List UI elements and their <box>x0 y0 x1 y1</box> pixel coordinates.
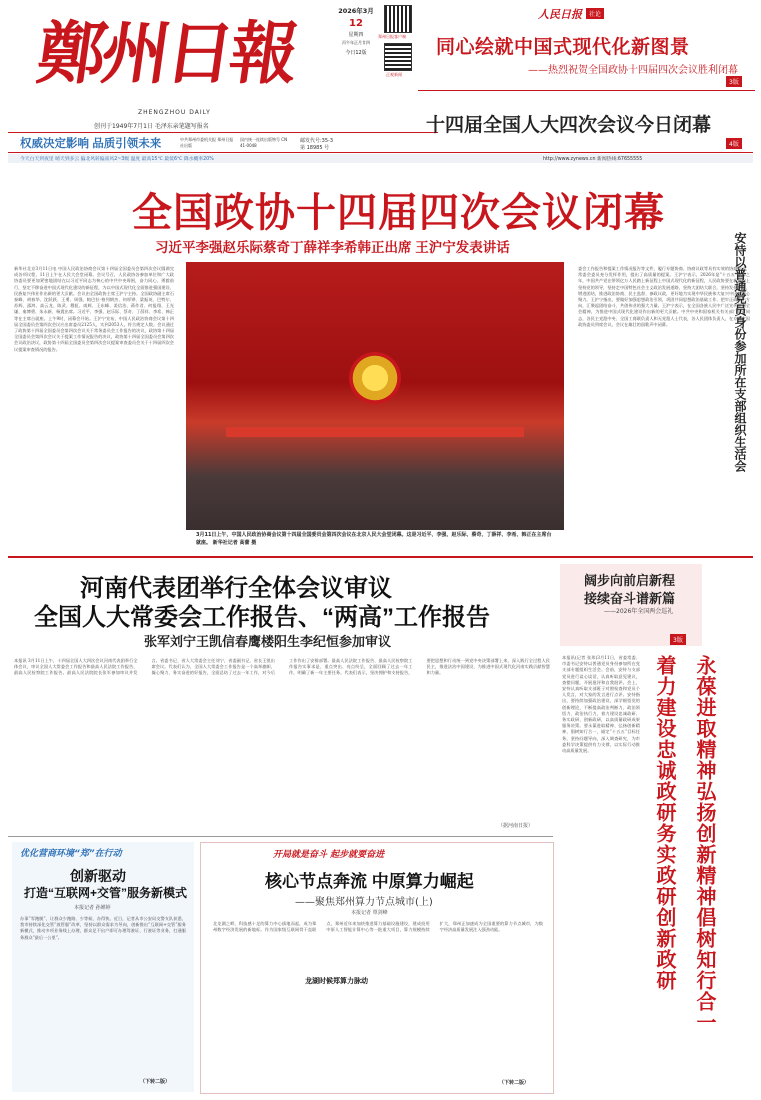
masthead-pinyin: ZHENGZHOU DAILY <box>138 109 211 116</box>
lead-body-left: 新华社北京3月11日电 中国人民政治协商会议第十四届全国委员会第四次会议圆满完成各项议程，11日上午在人民大会堂闭幕。会议号召，人民政协各参加单位和广大政协委员要更加紧密地团结在以习近平同志为核心的中共中央周围，奋力同心，勇毅前行，坚定不移奋进中国式现代化建设的新征程，为以中国式现代化全面推进强国建设、民族复兴伟业作出新的更大贡献。会议由全国政协主席王沪宁主持。全国政协副主席石泰峰、胡春华、沈跃跃、王勇、周强、帕巴拉·格列朗杰、何厚铧、梁振英、巴特尔、苏辉、邵鸿、高云龙、陈武、穆虹、咸辉、王东峰、姜信治、蒋作君、何报翔、王光谦、秦博勇、朱永新、杨震出席。习近平、李强、赵乐际、蔡奇、丁薛祥、李希、韩正等在主席台就座。上午9时，闭幕会开始。王沪宁宣布，中国人民政治协商会议第十四届全国委员会第四次会议应出席委员2125人，实到2053人，符合规定人数。会议通过了政协第十四届全国委员会第四次会议关于常务委员会工作报告的决议，政协第十四届全国委员会第四次会议关于提案工作情况报告的决议，政协第十四届全国委员会第四次会议政治决议，政协第十四届全国委员会第四次会议提案审查委员会关于十四届四次会议提案审查情况的报告。 <box>14 266 174 352</box>
stage-banner <box>226 427 524 437</box>
weather-bar <box>8 154 753 163</box>
lead-photo-caption: 3月11日上午，中国人民政治协商会议第十四届全国委员会第四次会议在北京人民大会堂闭幕。这是习近平、李强、赵乐际、蔡奇、丁薛祥、李希、韩正在主席台就座。 新华社记者 高蕾 摄 <box>196 532 552 546</box>
promo-headline-1[interactable]: 同心绘就中国式现代化新图景 <box>436 37 690 58</box>
promo-page-2[interactable]: 4版 <box>726 138 742 149</box>
right-promo-title-2[interactable]: 接续奋斗谱新篇 <box>584 591 676 606</box>
promo-sub-1: ——热烈祝贺全国政协十四届四次会议胜利闭幕 <box>528 65 738 76</box>
bottom-mid-body: 北龙湖之畔，科技感十足的算力中心拔地而起，成为郑州数字经济发展的新地标。作为国家级互联网骨干直联点，郑州近年来加快推进算力基础设施建设，建成投用中原人工智能计算中心等一批重大项目，算力规模持续扩大，郑州正加速成为全国重要的算力节点城市，为数字经济高质量发展注入强劲动能。 <box>213 921 543 933</box>
business-env-banner: 优化营商环境“郑”在行动 <box>20 849 122 859</box>
founding-note: 创刊于1949年7月1日 毛泽东亲笔题写报名 <box>94 123 209 130</box>
lead-subhead: 习近平李强赵乐际蔡奇丁薛祥李希韩正出席 王沪宁发表讲话 <box>155 240 510 255</box>
lead-photo <box>186 262 564 530</box>
lunar-date: 丙午年正月廿四 <box>342 40 370 45</box>
kaiju-banner: 开局就是奋斗 起步就要奋进 <box>273 850 385 860</box>
bottom-mid-headline[interactable]: 核心节点奔流 中原算力崛起 <box>265 872 474 891</box>
qr-caption-app: 郑州日报客户端 <box>378 34 406 39</box>
right-vertical-headline-2[interactable]: 永葆进取精神弘扬创新精神倡树知行合一 <box>693 655 715 1033</box>
bottom-left-box <box>12 842 194 1092</box>
right-body: 本报讯(记者 张玮)3月11日，省委常委、市委书记安恃以普通党员身份参加所在党支部专题组织生活会。会前，安恃与支部党员进行谈心谈话，认真听取意见建议，查摆问题，开展批评和自我批评。会上，安恃认真听取支部班子对照检查和党员个人发言，对大家的发言进行点评。安恃指出，要持续加强政治建设，深学细悟党的创新理论，不断提高政治判断力、政治领悟力、政治执行力，着力建设忠诚政研、务实政研、创新政研，以高质量政研成果服务决策。要永葆进取精神、弘扬创新精神、倡树知行合一，锚定“十五五”目标任务，坚持问题导向，深入调查研究，为市委科学决策提供有力支撑，以实际行动推动高质量发展。 <box>562 655 640 754</box>
date-day: 12 <box>349 18 363 29</box>
second-headline-1[interactable]: 河南代表团举行全体会议审议 <box>80 575 392 602</box>
right-vertical-headline-3[interactable]: 着力建设忠诚政研务实政研创新政研 <box>653 655 675 991</box>
editorial-tag: 社论 <box>586 8 604 19</box>
right-promo-sub: ——2026年全国两会巡礼 <box>604 608 674 615</box>
qr-code-app[interactable] <box>385 6 411 32</box>
promo-headline-2[interactable]: 十四届全国人大四次会议今日闭幕 <box>426 115 712 136</box>
emblem-icon <box>349 352 401 404</box>
page-count: 今日12版 <box>345 50 367 56</box>
weather-text: 今天白天到夜里 晴天到多云 偏北风转偏南风2~3级 温度 最高15℃ 最低6℃ 降水概率20% <box>20 157 214 162</box>
promo-page-1[interactable]: 3版 <box>726 76 742 87</box>
second-end-note: （据河南日报） <box>498 823 534 829</box>
bottom-left-more[interactable]: （下转二版） <box>140 1079 171 1085</box>
serial-no: 第 18985 号 <box>300 145 330 151</box>
bottom-left-body: 办事“零跑腿”、让群众少跑路、少等候、办得快。近日，记者从市公安局交警支队获悉，我市持续深化交管“放管服”改革，坚持以群众需求为导向，创新推出“互联网+交管”服务新模式，推动多项业务线上办理，群众足不出户即可办理驾驶证、行驶证等业务，打通服务群众“最后一公里”。 <box>20 916 186 940</box>
bottom-mid-box <box>200 842 554 1094</box>
right-promo-page[interactable]: 3版 <box>670 634 686 645</box>
date-year-month: 2026年3月 <box>338 7 374 15</box>
bottom-left-headline-2[interactable]: 打造“互联网+交管”服务新模式 <box>24 886 188 900</box>
bottom-mid-subhead: ——聚焦郑州算力节点城市(上) <box>295 897 433 908</box>
second-headline-2[interactable]: 全国人大常委会工作报告、“两高”工作报告 <box>34 604 490 631</box>
lead-body-right: 委会工作报告和提案工作情况报告等文件，履行专题协商、协商议政等具有实效的协商活动，常委会委员充分发挥作用，提出了高质量的提案。王沪宁表示，2026年是"十五五"开局之年，中国共产党在带领亿万人民踏上新征程上中国式现代化的新征程，人民政协要在新征程上坚持党的领导，坚持走中国特色社会主义政治发展道路，坚持大团结大联合，坚持发扬民主、增进团结，推进政治协商、民主监督、参政议政，更好地为实现中华民族伟大复兴中国梦凝心聚力。王沪宁指出，要做好加强思想政治引领，巩固共同思想政治基础工作，把牢正确政治方向，汇聚起团结奋斗、共创伟业的强大力量。王沪宁表示，在全国各族人民中广泛宣传贯彻全会精神，为推进中国式现代化建设作出新的更大贡献。中共中央和国家机关有关部门负责同志，各民主党派中央、全国工商联负责人和无党派人士代表，各人民团体负责人，在京的全国政协委员列席会议。会议在雄壮的国歌声中闭幕。 <box>578 266 750 327</box>
date-box <box>336 6 376 66</box>
qr-code-news[interactable] <box>385 44 411 70</box>
bottom-mid-inner-title[interactable]: 龙湖时候郑算力脉动 <box>303 975 370 987</box>
second-body: 本报讯 3月11日上午，十四届全国人大四次会议河南代表团举行全体会议，审议全国人大常委会工作报告和最高人民法院工作报告、最高人民检察院工作报告。最高人民法院院长张军参加审议并发言。省委书记、省人大常委会主任刘宁，省委副书记、省长王凯出席会议。代表们认为，全国人大常委会工作报告是一个高举旗帜、凝心聚力、务实奋进的好报告，全面总结了过去一年工作，对今后工作作出了安排部署。最高人民法院工作报告、最高人民检察院工作报告实事求是、重点突出、亮点纷呈，全面回顾了过去一年工作，明确了新一年主要任务。代表们表示，坚决拥护和支持报告，要把思想和行动统一到党中央决策部署上来，深入践行全过程人民民主，推进法治中国建设，为推进中国式现代化河南实践贡献智慧和力量。 <box>14 658 550 676</box>
qr-caption-news: 正观新闻 <box>386 72 402 77</box>
bottom-left-headline-1[interactable]: 创新驱动 <box>70 868 126 884</box>
slogan: 权威决定影响 品质引领未来 <box>20 138 162 150</box>
website[interactable]: http://www.zynews.cn 新闻热线:67655555 <box>543 157 643 162</box>
lead-headline[interactable]: 全国政协十四届四次会议闭幕 <box>132 191 665 235</box>
bottom-left-byline: 本报记者 孙婵婷 <box>74 905 111 911</box>
right-vertical-headline-1[interactable]: 安恃以普通党员身份参加所在支部组织生活会 <box>733 232 747 472</box>
masthead-title: 鄭州日報 <box>32 14 300 94</box>
people-daily-logo: 人民日报 <box>538 8 582 21</box>
bottom-mid-byline: 本报记者 覃剑峰 <box>351 910 388 916</box>
issn: 国内统一连续出版物号 CN 41-0048 <box>240 137 288 148</box>
second-subhead: 张军刘宁王凯信春鹰楼阳生李纪恒参加审议 <box>144 634 392 649</box>
sponsor: 中共郑州市委机关报 郑州日报社出版 <box>180 137 234 148</box>
right-promo-title-1[interactable]: 阔步向前启新程 <box>584 573 676 588</box>
bottom-mid-more[interactable]: （下转二版） <box>499 1080 530 1086</box>
issue-no: 邮发代号:35-3 <box>300 138 334 144</box>
right-promo <box>560 564 702 646</box>
weekday: 星期四 <box>348 32 364 38</box>
